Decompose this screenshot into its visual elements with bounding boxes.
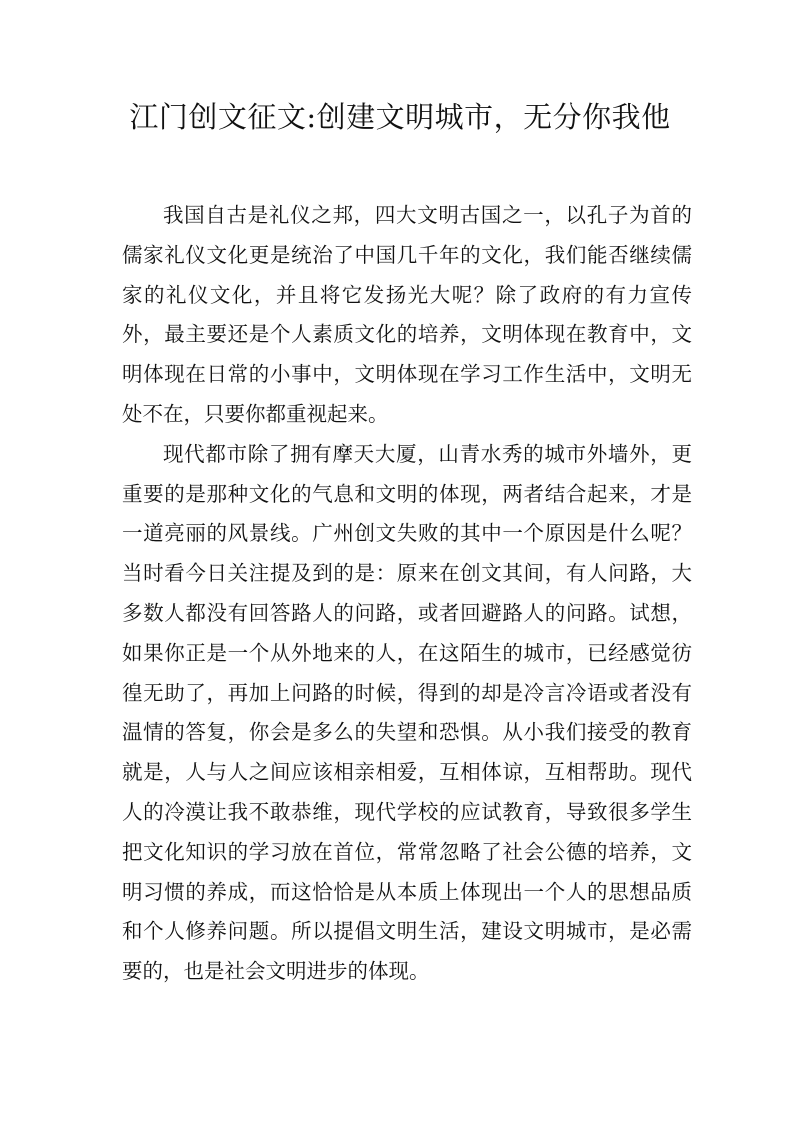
document-body <box>122 196 692 992</box>
document-title: 江门创文征文:创建文明城市，无分你我他 <box>129 100 671 134</box>
paragraph-2: 现代都市除了拥有摩天大厦，山青水秀的城市外墙外，更重要的是那种文化的气息和文明的体现，两者结合起来，才是一道亮丽的风景线。广州创文失败的其中一个原因是什么呢？当时看今日关注提及到的是：原来在创文其间，有人问路，大多数人都没有回答路人的问路，或者回避路人的问路。试想，如果你正是一个从外地来的人，在这陌生的城市，已经感觉彷徨无助了，再加上问路的时候，得到的却是冷言冷语或者没有温情的答复，你会是多么的失望和恐惧。从小我们接受的教育就是，人与人之间应该相亲相爱，互相体谅，互相帮助。现代人的冷漠让我不敢恭维，现代学校的应试教育，导致很多学生把文化知识的学习放在首位，常常忽略了社会公德的培养，文明习惯的养成，而这恰恰是从本质上体现出一个人的思想品质和个人修养问题。所以提倡文明生活，建设文明城市，是必需要的，也是社会文明进步的体现。 <box>122 441 692 984</box>
paragraph-1: 我国自古是礼仪之邦，四大文明古国之一，以孔子为首的儒家礼仪文化更是统治了中国几千年的文化，我们能否继续儒家的礼仪文化，并且将它发扬光大呢？除了政府的有力宣传外，最主要还是个人素质文化的培养，文明体现在教育中，文明体现在日常的小事中，文明体现在学习工作生活中，文明无处不在，只要你都重视起来。 <box>122 203 692 426</box>
